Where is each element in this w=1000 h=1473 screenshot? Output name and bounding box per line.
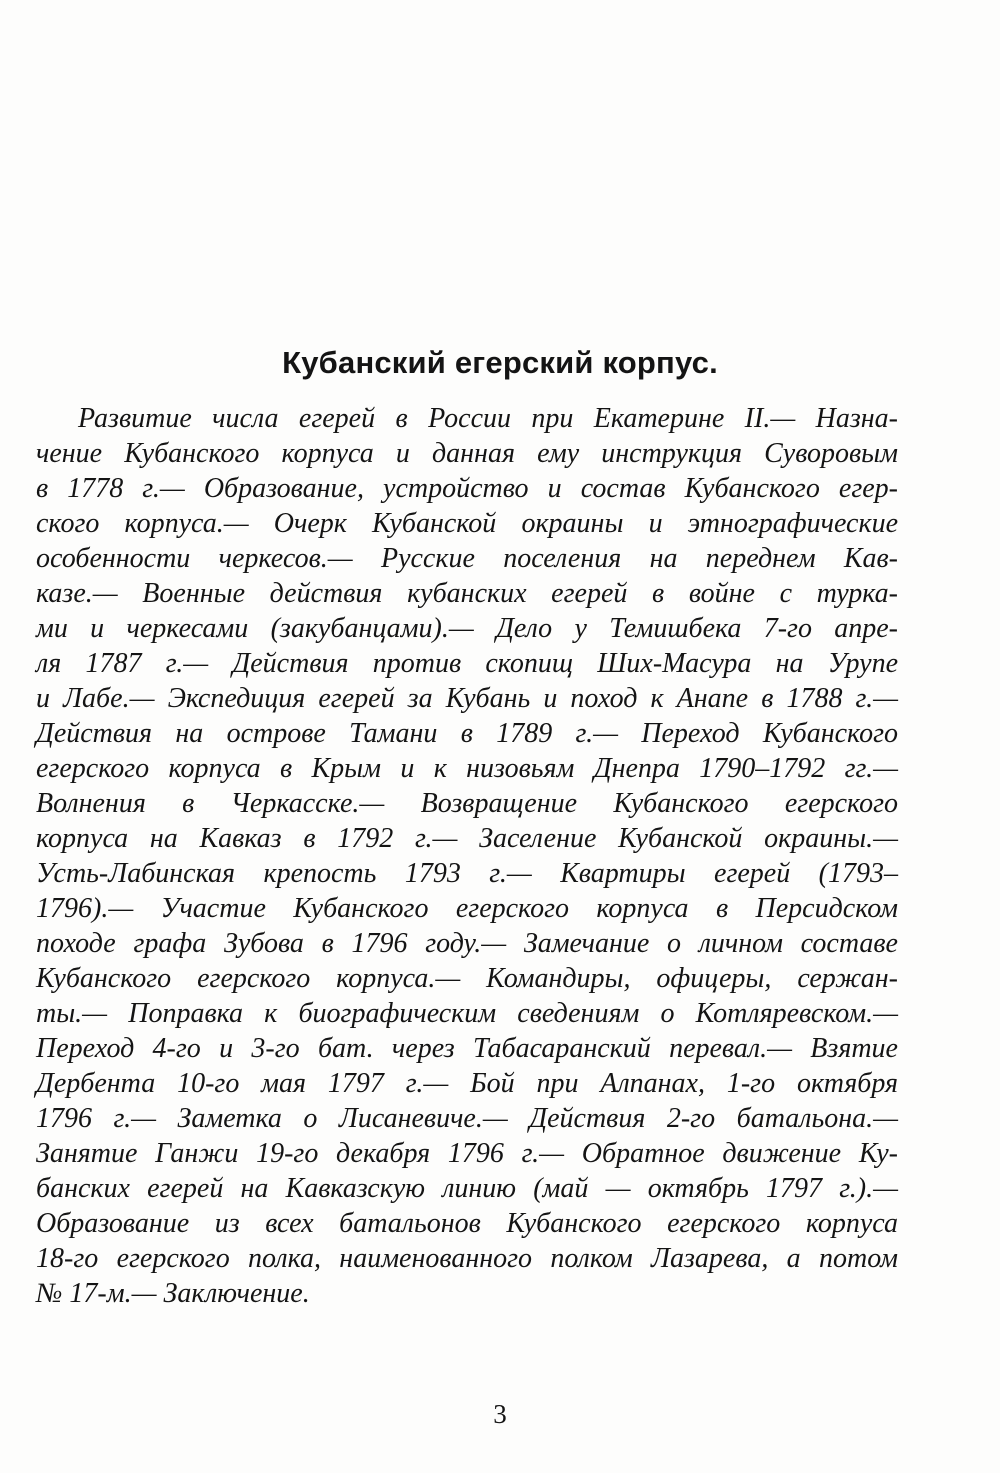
summary-line: походе графа Зубова в 1796 году.— Замечание о личном составе [36,928,898,959]
summary-line: Кубанского егерского корпуса.— Командиры, офицеры, сержан- [36,963,898,994]
summary-line: Образование из всех батальонов Кубанского егерского корпуса [36,1208,898,1239]
summary-line: 1796 г.— Заметка о Лисаневиче.— Действия 2-го батальона.— [36,1103,898,1134]
summary-line: и Лабе.— Экспедиция егерей за Кубань и поход к Анапе в 1788 г.— [36,683,898,714]
summary-line: банских егерей на Кавказскую линию (май — октябрь 1797 г.).— [36,1173,898,1204]
summary-line: Усть-Лабинская крепость 1793 г.— Квартиры егерей (1793– [36,858,898,889]
summary-line: Волнения в Черкасске.— Возвращение Кубанского егерского [36,788,898,819]
summary-line: ля 1787 г.— Действия против скопищ Ших-Масура на Урупе [36,648,898,679]
summary-line: особенности черкесов.— Русские поселения на переднем Кав- [36,543,898,574]
summary-line: казе.— Военные действия кубанских егерей в войне с турка- [36,578,898,609]
summary-line: Развитие числа егерей в России при Екатерине II.— Назна- [78,403,898,434]
summary-line: Дербента 10-го мая 1797 г.— Бой при Алпанах, 1-го октября [36,1068,898,1099]
summary-line: 1796).— Участие Кубанского егерского корпуса в Персидском [36,893,898,924]
summary-line: ского корпуса.— Очерк Кубанской окраины и этнографические [36,508,898,539]
summary-line: Действия на острове Тамани в 1789 г.— Переход Кубанского [36,718,898,749]
summary-line: егерского корпуса в Крым и к низовьям Днепра 1790–1792 гг.— [36,753,898,784]
summary-line: корпуса на Кавказ в 1792 г.— Заселение Кубанской окраины.— [36,823,898,854]
summary-line: чение Кубанского корпуса и данная ему инструкция Суворовым [36,438,898,469]
summary-line: в 1778 г.— Образование, устройство и состав Кубанского егер- [36,473,898,504]
summary-line: Переход 4-го и 3-го бат. через Табасаранский перевал.— Взятие [36,1033,898,1064]
summary-line: ми и черкесами (закубанцами).— Дело у Темишбека 7-го апре- [36,613,898,644]
chapter-title: Кубанский егерский корпус. [282,345,718,380]
summary-line: № 17-м.— Заключение. [36,1278,310,1309]
page-number: 3 [493,1399,507,1429]
summary-line: 18-го егерского полка, наименованного полком Лазарева, а потом [36,1243,898,1274]
summary-line: ты.— Поправка к биографическим сведениям о Котляревском.— [36,998,898,1029]
summary-line: Занятие Ганжи 19-го декабря 1796 г.— Обратное движение Ку- [36,1138,898,1169]
